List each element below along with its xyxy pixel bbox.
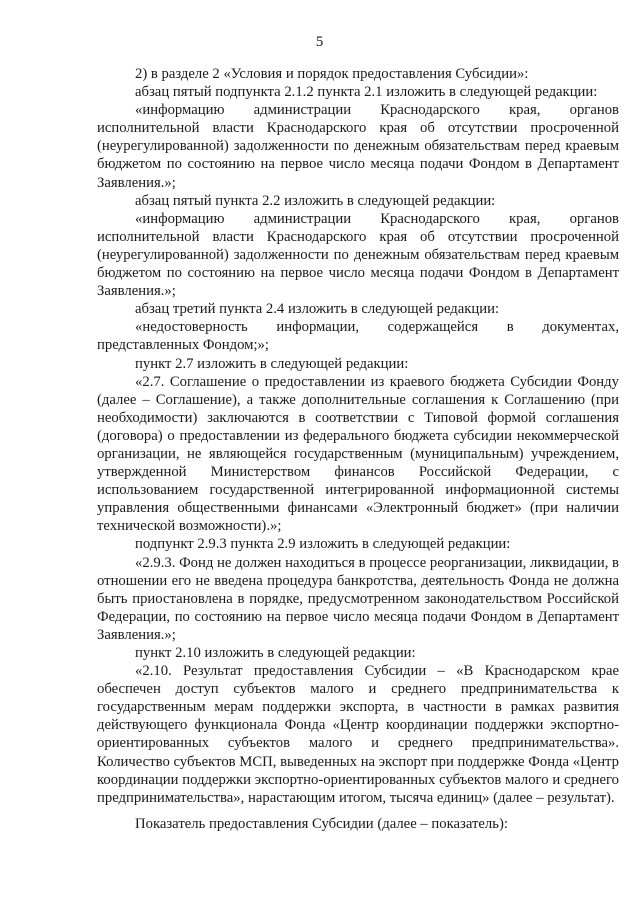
page-number: 5 <box>315 34 324 50</box>
amendment-instruction: подпункт 2.9.3 пункта 2.9 изложить в следующей редакции: <box>135 536 511 553</box>
amendment-instruction: абзац третий пункта 2.4 изложить в следующей редакции: <box>135 301 500 318</box>
indicator-heading: Показатель предоставления Субсидии (далее – показатель): <box>135 815 508 832</box>
amendment-text: «2.9.3. Фонд не должен находиться в процессе реорганизации, ликвидации, в отношении его не введена процедура банкротства, деятельность Фонда не должна быть приостановлена в порядке, предусмотренном законодательством Российской Федерации, по состоянию на первое число месяца подачи Фондом в Департамент Заявления.»; <box>97 554 619 643</box>
amendment-instruction: абзац пятый пункта 2.2 изложить в следующей редакции: <box>135 192 496 209</box>
amendment-instruction: пункт 2.7 изложить в следующей редакции: <box>135 355 409 372</box>
document-body <box>97 65 619 833</box>
amendment-text: «2.10. Результат предоставления Субсидии – «В Краснодарском крае обеспечен доступ субъектов малого и среднего предпринимательства к государственным мерам поддержки экспорта, в частности в рамках развития действующего функционала Фонда «Центр координации поддержки экспортно-ориентированных субъектов малого и среднего предпринимательства». Количество субъектов МСП, выведенных на экспорт при поддержке Фонда «Центр координации поддержки экспортно-ориентированных субъектов малого и среднего предпринимательства», нарастающим итогом, тысяча единиц» (далее – результат). <box>97 663 619 806</box>
amendment-text: «информацию администрации Краснодарского края, органов исполнительной власти Краснодарского края об отсутствии просроченной (неурегулированной) задолженности по денежным обязательствам перед краевым бюджетом по состоянию на первое число месяца подачи Фондом в Департамент Заявления.»; <box>97 210 619 300</box>
amendment-text: «недостоверность информации, содержащейся в документах, представленных Фондом;»; <box>97 319 619 354</box>
section-heading: 2) в разделе 2 «Условия и порядок предоставления Субсидии»: <box>135 66 529 82</box>
amendment-instruction: пункт 2.10 изложить в следующей редакции: <box>135 645 416 661</box>
amendment-instruction: абзац пятый подпункта 2.1.2 пункта 2.1 изложить в следующей редакции: <box>135 84 598 101</box>
amendment-text: «2.7. Соглашение о предоставлении из краевого бюджета Субсидии Фонду (далее – Соглашение), а также дополнительные соглашения к Соглашению (при необходимости) заключаются в соответствии с Типовой формой соглашения (договора) о предоставлении из федерального бюджета субсидии некоммерческой организации, не являющейся государственным (муниципальным) учреждением, утвержденной Министерством финансов Российской Федерации, с использованием государственной интегрированной информационной системы управления общественными финансами «Электронный бюджет» (при наличии технической возможности).»; <box>97 373 619 535</box>
amendment-text: «информацию администрации Краснодарского края, органов исполнительной власти Краснодарского края об отсутствии просроченной (неурегулированной) задолженности по денежным обязательствам перед краевым бюджетом по состоянию на первое число месяца подачи Фондом в Департамент Заявления.»; <box>97 102 619 191</box>
